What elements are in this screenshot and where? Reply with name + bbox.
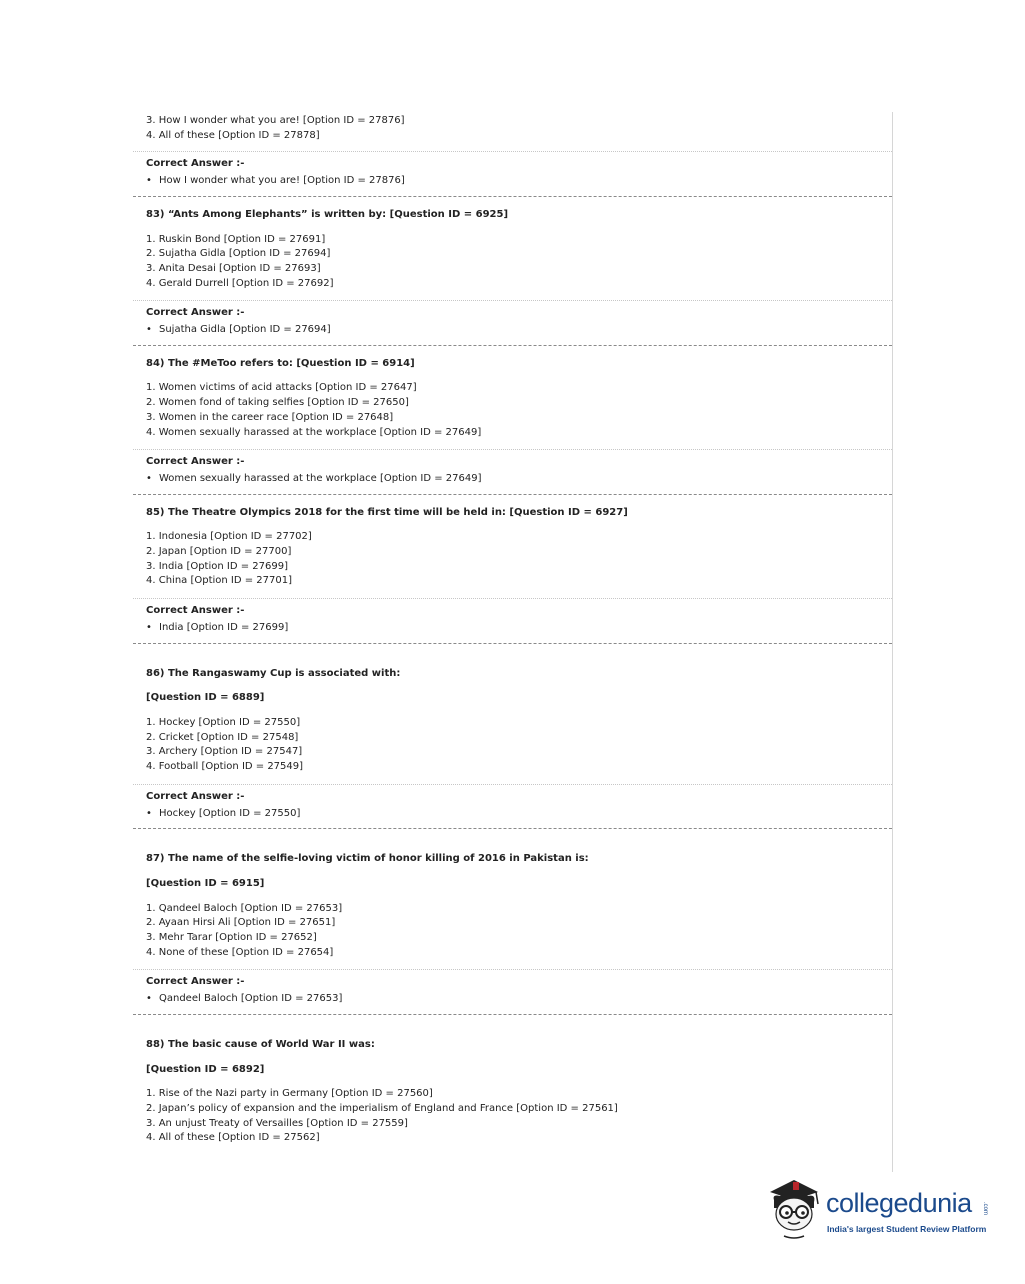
correct-answer-block [133,301,892,337]
option: 4. Women sexually harassed at the workplace [Option ID = 27649] [146,426,482,438]
question-title: 88) The basic cause of World War II was: [146,1038,375,1050]
option: 2. Women fond of taking selfies [Option ID = 27650] [146,397,409,409]
options-list [133,112,892,143]
correct-answer: How I wonder what you are! [Option ID = 27876] [159,175,405,187]
correct-answer: Women sexually harassed at the workplace [Option ID = 27649] [159,472,482,484]
bullet-icon: • [146,175,152,187]
option: 1. Indonesia [Option ID = 27702] [146,531,312,543]
correct-answer-label: Correct Answer :- [146,158,245,170]
correct-answer-label: Correct Answer :- [146,456,245,468]
option: 3. India [Option ID = 27699] [146,560,288,572]
option: 3. Women in the career race [Option ID = 27648] [146,411,394,423]
option: 2. Japan’s policy of expansion and the imperialism of England and France [Option ID = 27561] [146,1102,618,1114]
question-block [133,1015,892,1146]
correct-answer-label: Correct Answer :- [146,790,245,802]
collegedunia-logo [766,1178,996,1248]
correct-answer-block [133,970,892,1006]
question-id: [Question ID = 6889] [146,692,265,704]
option: 1. Qandeel Baloch [Option ID = 27653] [146,902,343,914]
bullet-icon: • [146,807,152,819]
correct-answer-label: Correct Answer :- [146,605,245,617]
option: 4. None of these [Option ID = 27654] [146,946,334,958]
question-id: [Question ID = 6915] [146,877,265,889]
option: 4. All of these [Option ID = 27878] [146,129,320,141]
option: 1. Rise of the Nazi party in Germany [Option ID = 27560] [146,1088,433,1100]
option: 1. Women victims of acid attacks [Option ID = 27647] [146,382,417,394]
question-block [133,829,892,960]
question-block [133,346,892,441]
question-title: 83) “Ants Among Elephants” is written by: [Question ID = 6925] [146,208,509,220]
question-title: 85) The Theatre Olympics 2018 for the first time will be held in: [Question ID = 6927] [146,506,628,518]
correct-answer-block [133,152,892,188]
option: 1. Hockey [Option ID = 27550] [146,716,301,728]
option: 3. Archery [Option ID = 27547] [146,746,303,758]
option: 2. Sujatha Gidla [Option ID = 27694] [146,248,331,260]
correct-answer-block [133,785,892,821]
option: 1. Ruskin Bond [Option ID = 27691] [146,233,326,245]
correct-answer: Sujatha Gidla [Option ID = 27694] [159,324,331,336]
bullet-icon: • [146,621,152,633]
logo-wordmark: collegedunia [826,1188,972,1218]
option: 4. China [Option ID = 27701] [146,575,293,587]
option: 4. Football [Option ID = 27549] [146,761,304,773]
correct-answer: India [Option ID = 27699] [159,621,289,633]
option: 3. Anita Desai [Option ID = 27693] [146,262,321,274]
option: 2. Ayaan Hirsi Ali [Option ID = 27651] [146,917,336,929]
correct-answer: Hockey [Option ID = 27550] [159,807,301,819]
option: 2. Japan [Option ID = 27700] [146,546,292,558]
option: 3. Mehr Tarar [Option ID = 27652] [146,932,317,944]
option: 3. An unjust Treaty of Versailles [Option ID = 27559] [146,1117,408,1129]
bullet-icon: • [146,993,152,1005]
correct-answer: Qandeel Baloch [Option ID = 27653] [159,993,343,1005]
correct-answer-block [133,450,892,486]
question-title: 86) The Rangaswamy Cup is associated with: [146,667,401,679]
question-block [133,644,892,775]
option: 3. How I wonder what you are! [Option ID = 27876] [146,115,405,126]
correct-answer-label: Correct Answer :- [146,307,245,319]
option: 4. Gerald Durrell [Option ID = 27692] [146,277,334,289]
logo-tagline: India's largest Student Review Platform [827,1224,987,1234]
bullet-icon: • [146,324,152,336]
mascot-icon [766,1178,824,1242]
bullet-icon: • [146,472,152,484]
option: 4. All of these [Option ID = 27562] [146,1132,320,1144]
option: 2. Cricket [Option ID = 27548] [146,731,299,743]
correct-answer-label: Correct Answer :- [146,976,245,988]
question-block [133,197,892,292]
question-title: 84) The #MeToo refers to: [Question ID = 6914] [146,357,415,369]
question-title: 87) The name of the selfie-loving victim of honor killing of 2016 in Pakistan is: [146,853,589,865]
question-id: [Question ID = 6892] [146,1063,265,1075]
question-block [133,495,892,590]
logo-suffix: .com [982,1202,988,1216]
correct-answer-block [133,599,892,635]
question-paper [133,112,893,1172]
